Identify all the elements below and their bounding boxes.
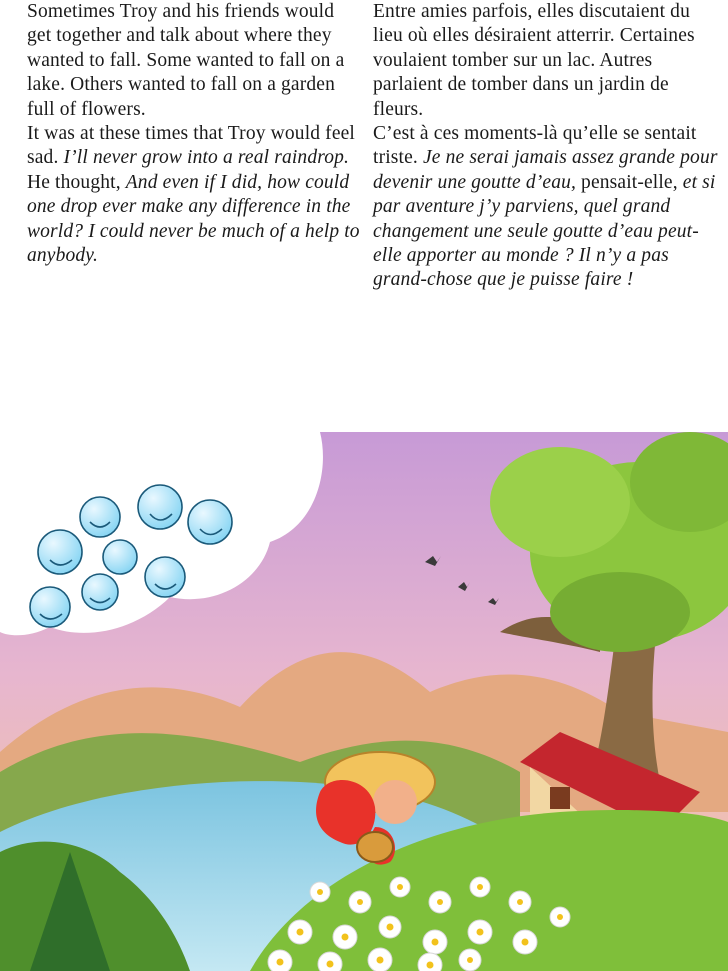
french-p2-text-1: C’est à ces moments-là qu’elle se sentait triste. <box>373 123 697 169</box>
french-paragraph-2 <box>373 122 718 293</box>
raindrop-friend <box>38 530 82 574</box>
english-p2-italic-2: And even if I did, how could one drop ever make any difference in the world? I could never be much of a help to anybody. <box>27 171 360 267</box>
french-p2-italic-2: et si par aventure j’y parviens, quel grand changement une seule goutte d’eau peut-elle apporter au monde ? Il n’y a pas grand-chose que je puisse faire ! <box>373 171 716 291</box>
raindrop-friend <box>30 587 70 627</box>
french-paragraph-1: Entre amies parfois, elles discutaient du lieu où elles désiraient atterrir. Certaines voulaient tomber sur un lac. Autres parlaient de tomber dans un jardin de fleurs. <box>373 1 695 120</box>
raindrop-friend <box>145 557 185 597</box>
french-p2-text-2: pensait-elle, <box>576 171 683 193</box>
english-paragraph-2 <box>27 122 361 268</box>
raindrop-friend <box>82 574 118 610</box>
raindrop-friend <box>138 485 182 529</box>
french-column <box>373 0 718 293</box>
raindrop-friend <box>103 540 137 574</box>
english-p2-text-1: It was at these times that Troy would feel sad. <box>27 123 356 169</box>
english-p2-italic-1: I’ll never grow into a real raindrop. <box>63 147 350 169</box>
english-paragraph-1: Sometimes Troy and his friends would get together and talk about where they wanted to fall. Some wanted to fall on a lake. Others wanted to fall on a garden full of flowers. <box>27 1 345 120</box>
story-illustration <box>0 432 728 971</box>
english-p2-text-2: He thought, <box>27 171 126 193</box>
raindrop-friend <box>80 497 120 537</box>
french-p2-italic-1: Je ne serai jamais assez grande pour devenir une goutte d’eau, <box>373 147 718 193</box>
raindrop-friend <box>188 500 232 544</box>
english-column <box>27 0 361 268</box>
